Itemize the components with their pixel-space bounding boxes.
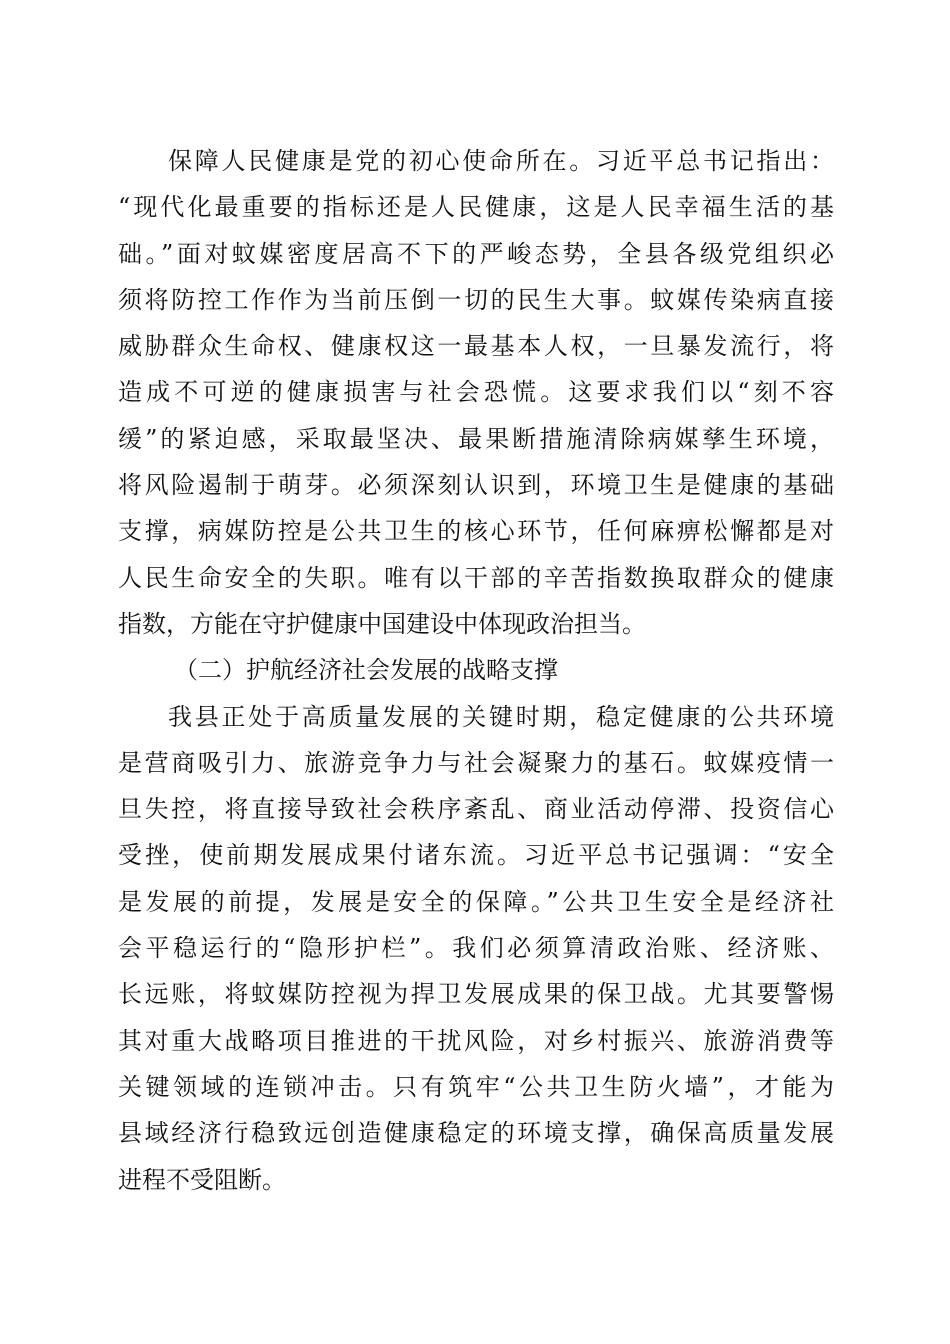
paragraph-line: 础。”面对蚊媒密度居高不下的严峻态势，全县各级党组织必 bbox=[118, 239, 834, 268]
paragraph-line: 须将防控工作作为当前压倒一切的民生大事。蚊媒传染病直接 bbox=[118, 285, 834, 314]
paragraph-people-health bbox=[118, 138, 834, 647]
paragraph-line: 会平稳运行的“隐形护栏”。我们必须算清政治账、经济账、 bbox=[118, 934, 834, 963]
paragraph-line: “现代化最重要的指标还是人民健康，这是人民幸福生活的基 bbox=[118, 193, 834, 222]
paragraph-line: 进程不受阻断。 bbox=[118, 1165, 286, 1194]
paragraph-line: 其对重大战略项目推进的干扰风险，对乡村振兴、旅游消费等 bbox=[118, 1026, 834, 1055]
paragraph-line: 支撑，病媒防控是公共卫生的核心环节，任何麻痹松懈都是对 bbox=[118, 517, 834, 546]
paragraph-line: 造成不可逆的健康损害与社会恐慌。这要求我们以“刻不容 bbox=[118, 378, 834, 407]
paragraph-line: 将风险遏制于萌芽。必须深刻认识到，环境卫生是健康的基础 bbox=[118, 471, 834, 500]
paragraph-line: 旦失控，将直接导致社会秩序紊乱、商业活动停滞、投资信心 bbox=[118, 795, 834, 824]
paragraph-line: 我县正处于高质量发展的关键时期，稳定健康的公共环境 bbox=[168, 702, 834, 731]
paragraph-line: 指数，方能在守护健康中国建设中体现政治担当。 bbox=[118, 609, 646, 638]
paragraph-line: 是营商吸引力、旅游竞争力与社会凝聚力的基石。蚊媒疫情一 bbox=[118, 748, 834, 777]
paragraph-line: 是发展的前提，发展是安全的保障。”公共卫生安全是经济社 bbox=[118, 887, 834, 916]
paragraph-line: 保障人民健康是党的初心使命所在。习近平总书记指出： bbox=[168, 147, 834, 175]
paragraph-economic-support bbox=[118, 694, 834, 1203]
paragraph-line: 县域经济行稳致远创造健康稳定的环境支撑，确保高质量发展 bbox=[118, 1119, 834, 1148]
paragraph-line: 长远账，将蚊媒防控视为捍卫发展成果的保卫战。尤其要警惕 bbox=[118, 980, 834, 1009]
paragraph-line: 关键领域的连锁冲击。只有筑牢“公共卫生防火墙”，才能为 bbox=[118, 1072, 834, 1101]
paragraph-line: 受挫，使前期发展成果付诸东流。习近平总书记强调：“安全 bbox=[118, 841, 834, 870]
document-body bbox=[118, 138, 834, 1203]
paragraph-line: 人民生命安全的失职。唯有以干部的辛苦指数换取群众的健康 bbox=[118, 563, 834, 592]
paragraph-line: 威胁群众生命权、健康权这一最基本人权，一旦暴发流行，将 bbox=[118, 332, 834, 361]
section-heading: （二）护航经济社会发展的战略支撑 bbox=[174, 656, 558, 685]
paragraph-line: 缓”的紧迫感，采取最坚决、最果断措施清除病媒孳生环境， bbox=[118, 424, 834, 453]
